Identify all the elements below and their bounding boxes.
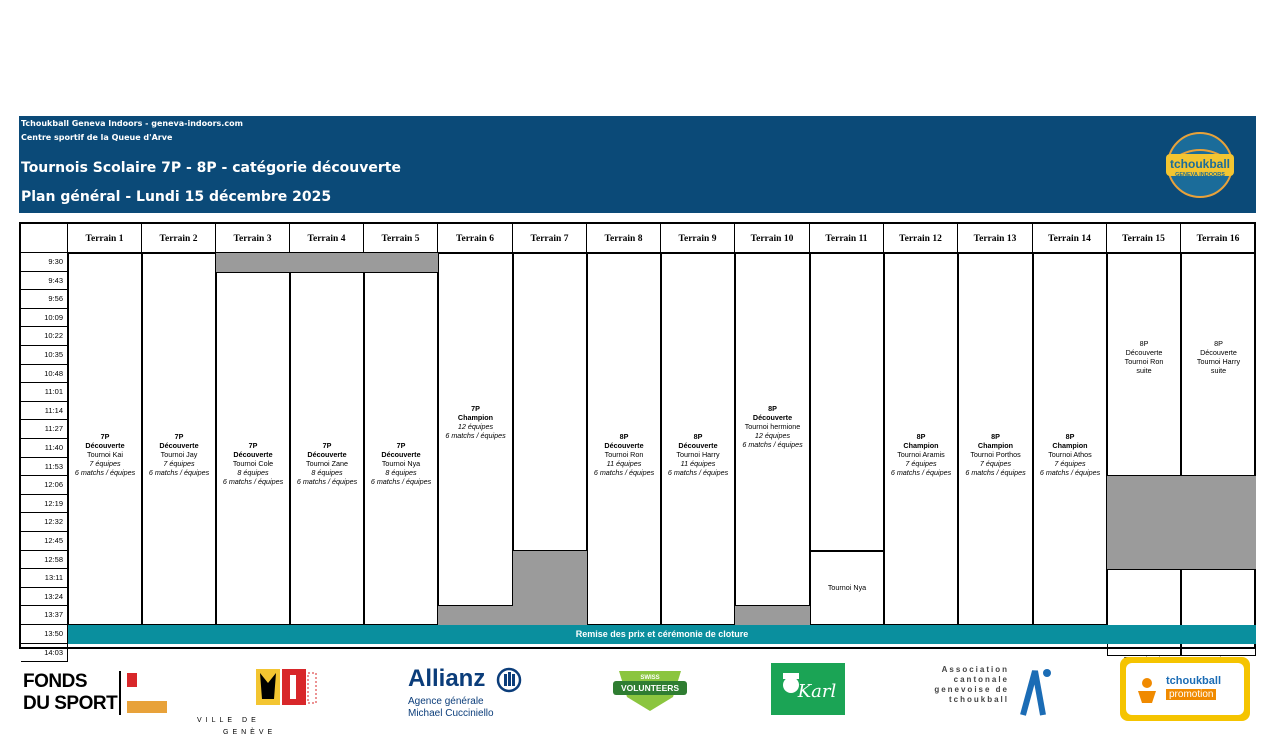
schedule-block <box>735 253 810 606</box>
header-venue: Centre sportif de la Queue d'Arve <box>21 133 173 142</box>
schedule-grid <box>19 222 1256 657</box>
allianz-sub1: Agence générale <box>408 696 484 707</box>
time-label: 10:22 <box>21 327 68 346</box>
block-line: Tournoi Harry <box>1196 357 1241 366</box>
column-header: Terrain 4 <box>290 224 364 253</box>
block-line: 6 matchs / équipes <box>667 467 729 477</box>
block-line: 7 équipes <box>163 458 195 468</box>
time-label: 13:37 <box>21 606 68 625</box>
block-line: Découverte <box>85 440 125 450</box>
empty-slot <box>810 253 884 551</box>
block-line: 6 matchs / équipes <box>445 431 506 440</box>
block-line: suite <box>1210 366 1227 375</box>
block-line: 6 matchs / équipes <box>1039 467 1101 477</box>
schedule-block <box>68 253 142 625</box>
block-line: 7 équipes <box>1054 458 1086 468</box>
header-website: Tchoukball Geneva Indoors - geneva-indoors.com <box>21 119 243 128</box>
tchoukball-geneva-indoors-logo <box>1162 130 1238 200</box>
time-label: 10:48 <box>21 365 68 384</box>
time-label: 11:53 <box>21 458 68 477</box>
unavailable-slot <box>438 606 513 625</box>
schedule-block <box>1033 253 1107 625</box>
block-line: Tournoi hermione <box>744 422 801 431</box>
ville-de-geneve-logo <box>197 659 307 739</box>
unavailable-slot <box>1107 476 1256 569</box>
block-line: 8P <box>991 431 1000 441</box>
time-label: 11:27 <box>21 420 68 439</box>
block-line: Champion <box>457 413 494 422</box>
sponsors-bar <box>19 655 1256 750</box>
block-line: Tournoi Aramis <box>897 449 945 459</box>
time-label: 10:35 <box>21 346 68 365</box>
block-line: 7P <box>174 431 184 441</box>
geneve-text: GENÈVE <box>223 729 277 736</box>
allianz-text: Allianz <box>408 665 486 692</box>
column-header: Terrain 2 <box>142 224 216 253</box>
time-label: 13:11 <box>21 569 68 588</box>
schedule-block <box>810 551 884 625</box>
block-line: 6 matchs / équipes <box>222 476 284 486</box>
block-line: Découverte <box>307 449 347 459</box>
time-label: 13:24 <box>21 588 68 607</box>
block-line: 7P <box>322 440 332 450</box>
schedule-block <box>290 272 364 625</box>
block-line: 6 matchs / équipes <box>74 467 136 477</box>
block-line: 12 équipes <box>754 431 791 440</box>
schedule-block <box>142 253 216 625</box>
block-line: 6 matchs / équipes <box>148 467 210 477</box>
block-line: suite <box>1136 366 1152 375</box>
block-line: 7P <box>100 431 110 441</box>
time-label: 9:43 <box>21 272 68 291</box>
column-header: Terrain 13 <box>958 224 1033 253</box>
time-label: 13:50 <box>21 625 68 644</box>
block-line: Découverte <box>381 449 421 459</box>
schedule-block <box>438 253 513 606</box>
fonds-text: FONDS <box>23 671 87 692</box>
block-line: Découverte <box>159 440 199 450</box>
block-line: Tournoi Jay <box>160 449 198 459</box>
time-label: 11:40 <box>21 439 68 458</box>
block-line: 8P <box>693 431 703 441</box>
block-line: Champion <box>977 440 1014 450</box>
time-label: 12:58 <box>21 551 68 570</box>
column-header: Terrain 10 <box>735 224 810 253</box>
ville-de-text: VILLE DE <box>197 717 260 724</box>
schedule-block <box>1181 253 1256 476</box>
column-header: Terrain 3 <box>216 224 290 253</box>
promo-text2: promotion <box>1166 689 1216 700</box>
by-karl-logo <box>771 663 845 715</box>
time-label: 9:56 <box>21 290 68 309</box>
header-banner <box>19 116 1256 213</box>
swiss-text: SWISS <box>640 675 660 681</box>
page-title: Tournois Scolaire 7P - 8P - catégorie découverte <box>21 160 401 176</box>
column-header: Terrain 9 <box>661 224 735 253</box>
block-line: Découverte <box>233 449 273 459</box>
block-line: 7P <box>471 404 480 413</box>
block-line: Tournoi Kai <box>87 449 123 459</box>
block-line: 8 équipes <box>311 467 343 477</box>
time-label: 9:30 <box>21 253 68 272</box>
block-line: 11 équipes <box>680 458 716 468</box>
block-line: 11 équipes <box>606 458 642 468</box>
schedule-block <box>216 272 290 625</box>
corner-cell <box>21 224 68 253</box>
block-line: 6 matchs / équipes <box>370 476 432 486</box>
unavailable-slot <box>216 253 438 272</box>
block-line: Découverte <box>1200 348 1237 357</box>
block-line: Tournoi Nya <box>381 458 421 468</box>
assoc-line4: tchoukball <box>948 695 1009 704</box>
schedule-block <box>364 272 438 625</box>
block-line: Découverte <box>752 413 793 422</box>
volunteers-text: VOLUNTEERS <box>620 683 680 693</box>
block-line: 7P <box>248 440 258 450</box>
block-line: Tournoi Zane <box>306 458 348 468</box>
du-sport-text: DU SPORT <box>23 693 118 714</box>
block-line: 8 équipes <box>237 467 269 477</box>
block-line: Tournoi Porthos <box>970 449 1021 459</box>
column-header: Terrain 14 <box>1033 224 1107 253</box>
column-header: Terrain 5 <box>364 224 438 253</box>
column-header: Terrain 7 <box>513 224 587 253</box>
swiss-volunteers-logo <box>613 667 687 715</box>
karl-text: Karl <box>797 681 837 702</box>
block-line: 8P <box>916 431 926 441</box>
schedule-block <box>884 253 958 625</box>
block-line: Tournoi Athos <box>1048 449 1092 459</box>
logo-text-bottom: GENEVA INDOORS <box>1175 172 1225 178</box>
block-line: 12 équipes <box>457 422 494 431</box>
block-line: Champion <box>903 440 939 450</box>
assoc-line2: cantonale <box>953 675 1009 684</box>
promo-text1: tchoukball <box>1166 675 1222 687</box>
column-header: Terrain 1 <box>68 224 142 253</box>
block-line: Découverte <box>678 440 718 450</box>
column-header: Terrain 12 <box>884 224 958 253</box>
block-line: Tournoi Cole <box>232 458 274 468</box>
time-label: 11:01 <box>21 383 68 402</box>
block-line: 7 équipes <box>979 458 1012 468</box>
time-label: 12:32 <box>21 513 68 532</box>
allianz-logo <box>408 665 528 725</box>
block-line: Découverte <box>604 440 644 450</box>
block-line: 6 matchs / équipes <box>742 440 803 449</box>
column-header: Terrain 16 <box>1181 224 1256 253</box>
page-subtitle: Plan général - Lundi 15 décembre 2025 <box>21 189 332 205</box>
block-line: 7 équipes <box>905 458 937 468</box>
block-line: Tournoi Ron <box>604 449 644 459</box>
block-line: 6 matchs / équipes <box>593 467 655 477</box>
block-line: Tournoi Ron <box>1124 357 1164 366</box>
time-label: 12:06 <box>21 476 68 495</box>
time-label: 10:09 <box>21 309 68 328</box>
block-line: 8P <box>1139 339 1149 348</box>
closing-ceremony-bar: Remise des prix et cérémonie de cloture <box>68 625 1256 644</box>
empty-slot <box>513 253 587 551</box>
schedule-block <box>1107 253 1181 476</box>
block-line: Tournoi Nya <box>827 583 867 593</box>
tchoukball-promotion-logo <box>1120 657 1250 721</box>
column-header: Terrain 11 <box>810 224 884 253</box>
association-logo <box>927 665 1057 721</box>
schedule-block <box>661 253 735 625</box>
unavailable-slot <box>513 551 587 625</box>
column-header: Terrain 8 <box>587 224 661 253</box>
block-line: Découverte <box>1125 348 1163 357</box>
block-line: 6 matchs / équipes <box>890 467 952 477</box>
assoc-line3: genevoise de <box>934 685 1009 694</box>
block-line: 7P <box>396 440 406 450</box>
assoc-line1: Association <box>941 665 1009 674</box>
block-line: 6 matchs / équipes <box>965 467 1026 477</box>
time-label: 12:19 <box>21 495 68 514</box>
block-line: 8P <box>768 404 777 413</box>
block-line: Champion <box>1052 440 1088 450</box>
block-line: 8 équipes <box>385 467 417 477</box>
allianz-sub2: Michael Cucciniello <box>408 708 494 719</box>
time-label: 12:45 <box>21 532 68 551</box>
column-header: Terrain 6 <box>438 224 513 253</box>
block-line: 7 équipes <box>89 458 121 468</box>
schedule-block <box>958 253 1033 625</box>
block-line: 8P <box>1214 339 1223 348</box>
block-line: 8P <box>1065 431 1075 441</box>
time-label: 14:03 <box>21 644 68 663</box>
block-line: 6 matchs / équipes <box>296 476 358 486</box>
logo-text-top: tchoukball <box>1169 157 1231 171</box>
time-label: 11:14 <box>21 402 68 421</box>
column-header: Terrain 15 <box>1107 224 1181 253</box>
block-line: 8P <box>619 431 629 441</box>
unavailable-slot <box>735 606 810 625</box>
fonds-du-sport-logo <box>23 671 173 721</box>
block-line: Tournoi Harry <box>676 449 720 459</box>
schedule-block <box>587 253 661 625</box>
